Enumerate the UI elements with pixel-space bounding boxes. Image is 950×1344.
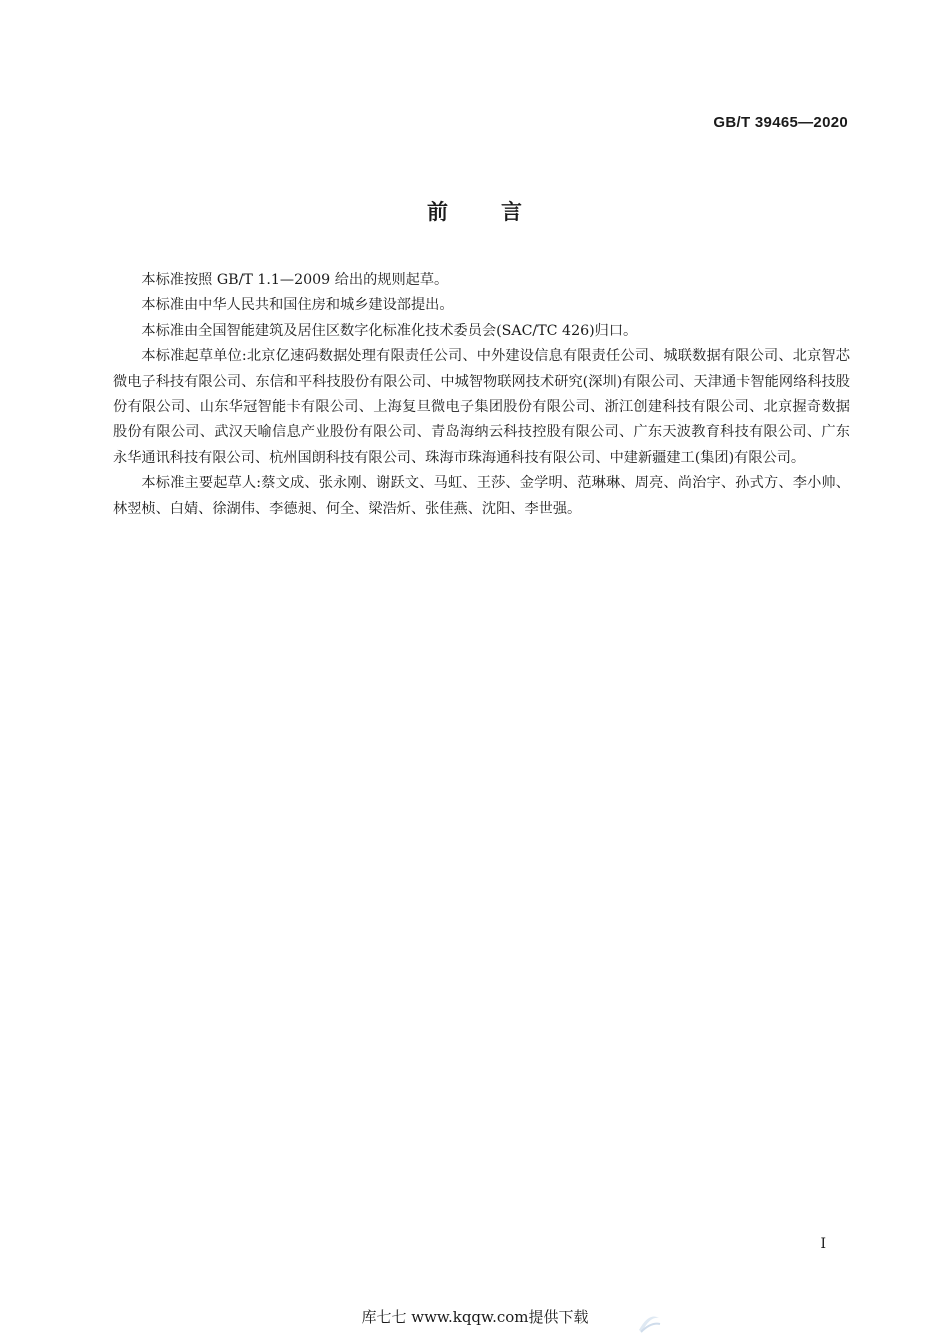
- sac-logo-icon: [636, 1310, 662, 1336]
- page-title: [0, 196, 950, 226]
- download-footer: 库七七 www.kqqw.com提供下载: [361, 1308, 589, 1326]
- title-char-1: 前: [427, 199, 449, 224]
- paragraph-centralized-unit: 本标准由全国智能建筑及居住区数字化标准化技术委员会(SAC/TC 426)归口。: [141, 322, 638, 339]
- paragraph-drafting-rules: 本标准按照 GB/T 1.1—2009 给出的规则起草。: [141, 272, 449, 288]
- title-char-2: 言: [501, 199, 523, 224]
- paragraph-drafters: 本标准主要起草人:蔡文成、张永刚、谢跃文、马虹、王莎、金学明、范琳琳、周亮、尚治宇、孙式方、李小帅、林翌桢、白婧、徐湖伟、李德昶、何全、梁浩炘、张佳燕、沈阳、李世强。: [113, 475, 850, 517]
- standard-code: GB/T 39465—2020: [713, 114, 848, 131]
- foreword-body: [113, 268, 850, 522]
- page-number: I: [820, 1236, 826, 1252]
- paragraph-proposer: 本标准由中华人民共和国住房和城乡建设部提出。: [141, 297, 454, 314]
- paragraph-drafting-units: 本标准起草单位:北京亿速码数据处理有限责任公司、中外建设信息有限责任公司、城联数据有限公司、北京智芯微电子科技有限公司、东信和平科技股份有限公司、中城智物联网技术研究(深圳)有限公司、天津通卡智能网络科技股份有限公司、山东华冠智能卡有限公司、上海复旦微电子集团股份有限公司、浙江创建科技有限公司、北京握奇数据股份有限公司、武汉天喻信息产业股份有限公司、青岛海纳云科技控股有限公司、广东天波教育科技有限公司、广东永华通讯科技有限公司、杭州国朗科技有限公司、珠海市珠海通科技有限公司、中建新疆建工(集团)有限公司。: [113, 348, 850, 466]
